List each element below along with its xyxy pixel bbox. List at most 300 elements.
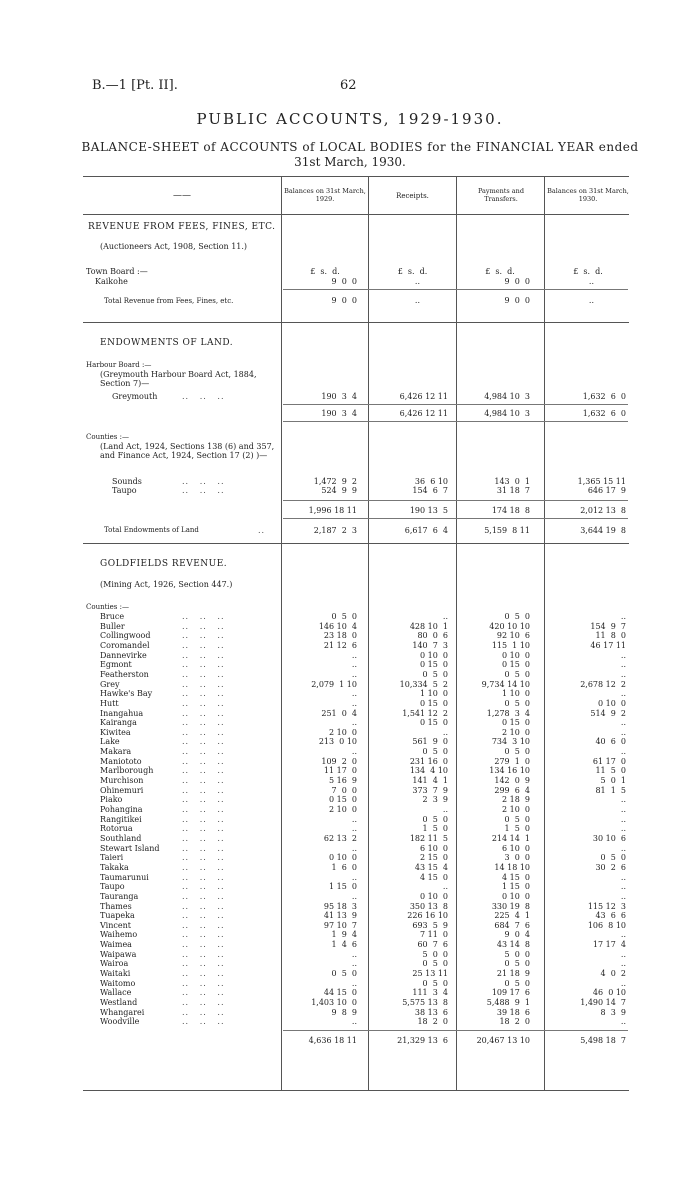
- cell-opening: 1,472 9 2: [313, 477, 357, 486]
- cell-payments: 92 10 6: [496, 631, 530, 640]
- cell-closing: ..: [620, 892, 626, 901]
- subtotal-rule: [283, 518, 628, 519]
- cell-receipts: 38 13 6: [414, 1008, 448, 1017]
- cell-receipts: 0 5 0: [422, 959, 448, 968]
- cell-closing: 106 8 10: [587, 921, 626, 930]
- leader-dots: .. .. ..: [182, 392, 225, 401]
- row-label-kaikohe: Kaikohe: [95, 277, 128, 286]
- subtotal-closing: 1,632 6 0: [582, 409, 626, 418]
- cell-opening: 2,079 1 10: [311, 680, 357, 689]
- cell-receipts: 7 11 0: [420, 930, 448, 939]
- leader-dots: .. .. ..: [182, 622, 225, 631]
- subtotal-rule: [283, 421, 628, 422]
- cell-receipts: 60 7 6: [417, 940, 448, 949]
- cell-closing: ..: [620, 612, 626, 621]
- cell-closing: ..: [620, 689, 626, 698]
- cell-opening: 146 10 4: [318, 622, 357, 631]
- cell-opening: 0 10 0: [329, 853, 357, 862]
- cell-payments: 225 4 1: [494, 911, 530, 920]
- section-rule: [83, 322, 629, 323]
- cell-payments: 1,278 3 4: [486, 709, 530, 718]
- cell-closing: 0 5 0: [600, 853, 626, 862]
- cell-payments: 214 14 1: [491, 834, 530, 843]
- cell-payments: 0 10 0: [502, 651, 530, 660]
- cell-payments: 134 16 10: [489, 766, 530, 775]
- section-heading-endowments: ENDOWMENTS OF LAND.: [100, 338, 234, 348]
- row-label: Waitaki: [100, 969, 131, 978]
- cell-closing: 11 8 0: [595, 631, 626, 640]
- subtotal-payments: 4,984 10 3: [484, 409, 530, 418]
- subtotal-rule: [283, 404, 628, 405]
- cell-closing: 1,490 14 7: [580, 998, 626, 1007]
- row-label: Whangarei: [100, 1008, 145, 1017]
- subtotal-closing: 2,012 13 8: [580, 506, 626, 515]
- cell-closing: ..: [620, 882, 626, 891]
- leader-dots: .. .. ..: [182, 998, 225, 1007]
- leader-dots: .. .. ..: [182, 834, 225, 843]
- leader-dots: .. .. ..: [182, 651, 225, 660]
- cell-closing: 43 6 6: [595, 911, 626, 920]
- counties-act-note: (Land Act, 1924, Sections 138 (6) and 357, and Finance Act, 1924, Section 17 (2) )—: [100, 442, 275, 460]
- cell-opening: 1 6 0: [331, 863, 357, 872]
- cell-opening: 21 12 6: [323, 641, 357, 650]
- total-payments: 5,159 8 11: [484, 526, 530, 535]
- cell-payments: 9 0 0: [504, 277, 530, 286]
- cell-closing: 1,632 6 0: [582, 392, 626, 401]
- cell-opening: 7 0 0: [331, 786, 357, 795]
- cell-receipts: 140 7 3: [412, 641, 448, 650]
- cell-payments: 0 5 0: [504, 959, 530, 968]
- cell-closing: 514 9 2: [590, 709, 626, 718]
- total-receipts: ..: [414, 296, 420, 305]
- currency-header: £ s. d.: [397, 267, 428, 276]
- row-label: Grey: [100, 680, 120, 689]
- cell-payments: 43 14 8: [496, 940, 530, 949]
- cell-opening: ..: [351, 660, 357, 669]
- leader-dots: .. .. ..: [182, 660, 225, 669]
- cell-closing: 1,365 15 11: [577, 477, 626, 486]
- leader-dots: .. .. ..: [182, 940, 225, 949]
- cell-opening: 109 2 0: [321, 757, 357, 766]
- leader-dots: .. .. ..: [182, 728, 225, 737]
- cell-payments: 2 10 0: [502, 728, 530, 737]
- leader-dots: .. .. ..: [182, 824, 225, 833]
- cell-closing: ..: [620, 795, 626, 804]
- total-opening: 4,636 18 11: [308, 1036, 357, 1045]
- leader-dots: .. .. ..: [182, 873, 225, 882]
- row-label: Ohinemuri: [100, 786, 144, 795]
- cell-opening: 9 0 0: [331, 277, 357, 286]
- cell-payments: 330 19 8: [491, 902, 530, 911]
- leader-dots: .. .. ..: [182, 680, 225, 689]
- cell-closing: 646 17 9: [587, 486, 626, 495]
- column-header-closing: Balances on 31st March, 1930.: [547, 187, 629, 203]
- subtotal-rule: [283, 500, 628, 501]
- cell-closing: 17 17 4: [592, 940, 626, 949]
- cell-closing: 46 0 10: [592, 988, 626, 997]
- row-label: Murchison: [100, 776, 144, 785]
- cell-closing: 154 9 7: [590, 622, 626, 631]
- section-rule: [83, 543, 629, 544]
- cell-receipts: 0 15 0: [420, 699, 448, 708]
- row-label: Southland: [100, 834, 142, 843]
- cell-payments: 279 1 0: [494, 757, 530, 766]
- cell-closing: 0 10 0: [598, 699, 626, 708]
- cell-receipts: 0 5 0: [422, 815, 448, 824]
- currency-header: £ s. d.: [310, 267, 340, 276]
- leader-dots: .. .. ..: [182, 950, 225, 959]
- leader-dots: .. .. ..: [182, 709, 225, 718]
- header-rule: [83, 214, 629, 215]
- cell-receipts: 0 10 0: [420, 651, 448, 660]
- row-label: Inangahua: [100, 709, 144, 718]
- cell-receipts: 182 11 5: [409, 834, 448, 843]
- row-label: Bruce: [100, 612, 125, 621]
- cell-opening: ..: [351, 689, 357, 698]
- cell-opening: ..: [351, 950, 357, 959]
- cell-opening: ..: [351, 959, 357, 968]
- cell-receipts: 6 10 0: [420, 844, 448, 853]
- row-label: Sounds: [112, 477, 142, 486]
- currency-header: £ s. d.: [485, 267, 515, 276]
- cell-payments: 5 0 0: [504, 950, 530, 959]
- total-revenue-label: Total Revenue from Fees, Fines, etc.: [104, 297, 234, 305]
- cell-receipts: 141 4 1: [412, 776, 448, 785]
- row-label: Taupo: [112, 486, 137, 495]
- cell-receipts: 1 10 0: [420, 689, 448, 698]
- leader-dots: .. .. ..: [182, 805, 225, 814]
- leader-dots: .. .. ..: [182, 815, 225, 824]
- cell-closing: 5 0 1: [600, 776, 626, 785]
- cell-receipts: 0 5 0: [422, 747, 448, 756]
- harbour-board-label: Harbour Board :—: [86, 361, 152, 369]
- row-label: Maniototo: [100, 757, 142, 766]
- cell-closing: 40 6 0: [595, 737, 626, 746]
- cell-receipts: ..: [414, 277, 420, 286]
- total-receipts: 6,617 6 4: [404, 526, 448, 535]
- cell-opening: 41 13 9: [323, 911, 357, 920]
- cell-receipts: 693 5 9: [412, 921, 448, 930]
- cell-receipts: 2 15 0: [420, 853, 448, 862]
- currency-header: £ s. d.: [573, 267, 603, 276]
- town-board-label: Town Board :—: [86, 267, 148, 276]
- section-heading-goldfields: GOLDFIELDS REVENUE.: [100, 559, 228, 569]
- leader-dots: .. .. ..: [182, 1008, 225, 1017]
- cell-receipts: ..: [442, 612, 448, 621]
- column-divider: [281, 176, 282, 1090]
- leader-dots: .. .. ..: [182, 641, 225, 650]
- harbour-act-note: (Greymouth Harbour Board Act, 1884, Section 7)—: [100, 370, 257, 388]
- cell-opening: 0 15 0: [329, 795, 357, 804]
- column-header-payments: Payments and Transfers.: [477, 187, 525, 203]
- cell-closing: ..: [620, 805, 626, 814]
- leader-dots: .. .. ..: [182, 776, 225, 785]
- cell-opening: 524 9 9: [321, 486, 357, 495]
- row-label: Waitomo: [100, 979, 136, 988]
- cell-receipts: 36 6 10: [414, 477, 448, 486]
- cell-payments: 1 5 0: [504, 824, 530, 833]
- total-closing: 3,644 19 8: [580, 526, 626, 535]
- row-label: Taupo: [100, 882, 125, 891]
- cell-receipts: 10,334 5 2: [399, 680, 448, 689]
- cell-payments: 1 10 0: [502, 689, 530, 698]
- cell-payments: 31 18 7: [496, 486, 530, 495]
- cell-opening: 1 9 4: [331, 930, 357, 939]
- leader-dots: .. .. ..: [182, 631, 225, 640]
- cell-opening: 1,403 10 0: [311, 998, 357, 1007]
- cell-closing: 4 0 2: [600, 969, 626, 978]
- cell-opening: 44 15 0: [323, 988, 357, 997]
- leader-dots: .. .. ..: [182, 1017, 225, 1026]
- cell-payments: 299 6 4: [494, 786, 530, 795]
- cell-closing: ..: [620, 950, 626, 959]
- cell-closing: ..: [620, 815, 626, 824]
- leader-dots: .. .. ..: [182, 882, 225, 891]
- row-label: Dannevirke: [100, 651, 147, 660]
- cell-payments: 2 10 0: [502, 805, 530, 814]
- cell-payments: 39 18 6: [496, 1008, 530, 1017]
- cell-receipts: ..: [442, 805, 448, 814]
- cell-receipts: 231 16 0: [409, 757, 448, 766]
- cell-opening: ..: [351, 873, 357, 882]
- cell-closing: 46 17 11: [590, 641, 626, 650]
- table-top-rule: [83, 176, 629, 177]
- cell-receipts: 0 5 0: [422, 979, 448, 988]
- column-header-receipts: Receipts.: [396, 192, 429, 200]
- cell-opening: 62 13 2: [323, 834, 357, 843]
- cell-closing: ..: [620, 959, 626, 968]
- leader-dots: .. .. ..: [182, 737, 225, 746]
- row-label: Westland: [100, 998, 138, 1007]
- cell-payments: 5,488 9 1: [486, 998, 530, 1007]
- cell-receipts: 154 6 7: [412, 486, 448, 495]
- row-label: Thames: [100, 902, 132, 911]
- cell-receipts: 2 3 9: [422, 795, 448, 804]
- leader-dots: .. .. ..: [182, 689, 225, 698]
- subtotal-opening: 190 3 4: [321, 409, 357, 418]
- cell-payments: 4 15 0: [502, 873, 530, 882]
- column-divider: [544, 176, 545, 1090]
- cell-payments: 0 5 0: [504, 699, 530, 708]
- row-label: Woodville: [100, 1017, 140, 1026]
- subtotal-rule: [283, 289, 628, 290]
- row-label: Waipawa: [100, 950, 137, 959]
- cell-closing: ..: [620, 1017, 626, 1026]
- leader-dots: .. .. ..: [182, 699, 225, 708]
- leader-dots: .. .. ..: [182, 486, 225, 495]
- row-label: Waimea: [100, 940, 132, 949]
- row-label: Vincent: [100, 921, 131, 930]
- cell-closing: ..: [620, 651, 626, 660]
- leader-dots: .. .. ..: [182, 863, 225, 872]
- cell-closing: ..: [620, 844, 626, 853]
- cell-receipts: 5,575 13 8: [402, 998, 448, 1007]
- cell-payments: 0 10 0: [502, 892, 530, 901]
- row-label: Tauranga: [100, 892, 139, 901]
- row-label: Buller: [100, 622, 125, 631]
- subtotal-rule: [283, 1030, 628, 1031]
- cell-closing: ..: [588, 277, 594, 286]
- total-payments: 20,467 13 10: [476, 1036, 530, 1045]
- cell-receipts: 1 5 0: [422, 824, 448, 833]
- cell-opening: ..: [351, 815, 357, 824]
- column-divider: [456, 176, 457, 1090]
- cell-opening: 5 16 9: [329, 776, 357, 785]
- row-label-greymouth: Greymouth: [112, 392, 158, 401]
- leader-dots: .. .. ..: [182, 979, 225, 988]
- row-label: Tuapeka: [100, 911, 135, 920]
- subtotal-opening: 1,996 18 11: [308, 506, 357, 515]
- row-label: Taumarunui: [100, 873, 149, 882]
- leader-dots: .. .. ..: [182, 747, 225, 756]
- cell-payments: 9,734 14 10: [481, 680, 530, 689]
- row-label: Hawke's Bay: [100, 689, 153, 698]
- cell-opening: ..: [351, 824, 357, 833]
- total-opening: 9 0 0: [331, 296, 357, 305]
- leader-dots: .. .. ..: [182, 670, 225, 679]
- cell-opening: 97 10 7: [323, 921, 357, 930]
- column-header-opening: Balances on 31st March, 1929.: [284, 187, 366, 203]
- cell-payments: 6 10 0: [502, 844, 530, 853]
- cell-receipts: 5 0 0: [422, 950, 448, 959]
- column-divider: [368, 176, 369, 1090]
- cell-opening: 2 10 0: [329, 728, 357, 737]
- revenue-act-note: (Auctioneers Act, 1908, Section 11.): [100, 242, 248, 251]
- subtotal-receipts: 6,426 12 11: [399, 409, 448, 418]
- cell-opening: 11 17 0: [323, 766, 357, 775]
- subtotal-receipts: 190 13 5: [409, 506, 448, 515]
- cell-receipts: 0 15 0: [420, 718, 448, 727]
- total-receipts: 21,329 13 6: [397, 1036, 448, 1045]
- cell-closing: ..: [620, 660, 626, 669]
- subtotal-payments: 174 18 8: [491, 506, 530, 515]
- row-label: Taieri: [100, 853, 124, 862]
- cell-payments: 18 2 0: [499, 1017, 530, 1026]
- cell-receipts: 561 9 0: [412, 737, 448, 746]
- counties-label: Counties :—: [86, 603, 129, 611]
- cell-closing: ..: [620, 824, 626, 833]
- leader-dots: .. .. ..: [182, 757, 225, 766]
- cell-opening: ..: [351, 1017, 357, 1026]
- cell-payments: 0 15 0: [502, 718, 530, 727]
- cell-opening: ..: [351, 670, 357, 679]
- cell-opening: ..: [351, 747, 357, 756]
- cell-payments: 0 5 0: [504, 612, 530, 621]
- cell-closing: 115 12 3: [587, 902, 626, 911]
- cell-closing: 2,678 12 2: [580, 680, 626, 689]
- row-label: Piako: [100, 795, 123, 804]
- cell-opening: ..: [351, 699, 357, 708]
- cell-payments: 143 0 1: [494, 477, 530, 486]
- cell-receipts: 226 16 10: [407, 911, 448, 920]
- page-title: PUBLIC ACCOUNTS, 1929-1930.: [196, 110, 504, 128]
- leader-dots: .. .. ..: [182, 612, 225, 621]
- cell-opening: 0 5 0: [331, 969, 357, 978]
- cell-opening: ..: [351, 979, 357, 988]
- row-label: Stewart Island: [100, 844, 160, 853]
- cell-receipts: 80 0 6: [417, 631, 448, 640]
- cell-opening: ..: [351, 844, 357, 853]
- cell-receipts: ..: [442, 882, 448, 891]
- row-label: Kairanga: [100, 718, 137, 727]
- leader-dots: .. .. ..: [182, 718, 225, 727]
- cell-receipts: 134 4 10: [409, 766, 448, 775]
- row-label: Featherston: [100, 670, 149, 679]
- cell-opening: 95 18 3: [323, 902, 357, 911]
- cell-receipts: 0 10 0: [420, 892, 448, 901]
- total-endowments-label: Total Endowments of Land: [104, 526, 199, 534]
- cell-payments: 21 18 9: [496, 969, 530, 978]
- counties-label: Counties :—: [86, 433, 129, 441]
- total-closing: ..: [588, 296, 594, 305]
- cell-opening: 213 0 10: [318, 737, 357, 746]
- cell-opening: 9 8 9: [331, 1008, 357, 1017]
- cell-opening: 190 3 4: [321, 392, 357, 401]
- cell-opening: ..: [351, 651, 357, 660]
- cell-receipts: 1,541 12 2: [402, 709, 448, 718]
- cell-payments: 0 5 0: [504, 670, 530, 679]
- cell-closing: ..: [620, 670, 626, 679]
- cell-payments: 734 3 10: [491, 737, 530, 746]
- cell-payments: 109 17 6: [491, 988, 530, 997]
- row-label: Collingwood: [100, 631, 151, 640]
- leader-dots: .. .. ..: [182, 959, 225, 968]
- cell-opening: 2 10 0: [329, 805, 357, 814]
- section-heading-revenue: REVENUE FROM FEES, FINES, ETC.: [88, 222, 276, 232]
- cell-closing: 61 17 0: [592, 757, 626, 766]
- cell-payments: 1 15 0: [502, 882, 530, 891]
- cell-closing: 30 10 6: [592, 834, 626, 843]
- cell-receipts: 428 10 1: [409, 622, 448, 631]
- goldfields-act-note: (Mining Act, 1926, Section 447.): [100, 580, 233, 589]
- row-label: Lake: [100, 737, 120, 746]
- cell-receipts: 0 15 0: [420, 660, 448, 669]
- row-label: Pohangina: [100, 805, 143, 814]
- cell-payments: 2 18 9: [502, 795, 530, 804]
- leader-dots: .. .. ..: [182, 844, 225, 853]
- cell-opening: ..: [351, 718, 357, 727]
- cell-payments: 0 5 0: [504, 747, 530, 756]
- cell-closing: ..: [620, 718, 626, 727]
- cell-closing: ..: [620, 930, 626, 939]
- row-label: Takaka: [100, 863, 129, 872]
- cell-receipts: 373 7 9: [412, 786, 448, 795]
- leader-dots: .. .. ..: [182, 795, 225, 804]
- document-reference: B.—1 [Pt. II].: [92, 78, 178, 93]
- cell-payments: 0 15 0: [502, 660, 530, 669]
- table-subtitle-date: 31st March, 1930.: [294, 155, 406, 169]
- cell-closing: ..: [620, 873, 626, 882]
- row-label: Waihemo: [100, 930, 138, 939]
- row-label: Makara: [100, 747, 132, 756]
- cell-payments: 142 0 9: [494, 776, 530, 785]
- total-closing: 5,498 18 7: [580, 1036, 626, 1045]
- cell-closing: 11 5 0: [595, 766, 626, 775]
- cell-receipts: 43 15 4: [414, 863, 448, 872]
- cell-opening: 251 0 4: [321, 709, 357, 718]
- cell-payments: 14 18 10: [494, 863, 530, 872]
- leader-dots: .. .. ..: [182, 921, 225, 930]
- cell-opening: 23 18 0: [323, 631, 357, 640]
- cell-receipts: 111 3 4: [412, 988, 448, 997]
- cell-closing: ..: [620, 747, 626, 756]
- cell-receipts: 18 2 0: [417, 1017, 448, 1026]
- row-label: Wairoa: [100, 959, 129, 968]
- cell-opening: 1 4 6: [331, 940, 357, 949]
- cell-payments: 4,984 10 3: [484, 392, 530, 401]
- table-bottom-rule: [83, 1090, 629, 1091]
- leader-dots: .. .. ..: [182, 969, 225, 978]
